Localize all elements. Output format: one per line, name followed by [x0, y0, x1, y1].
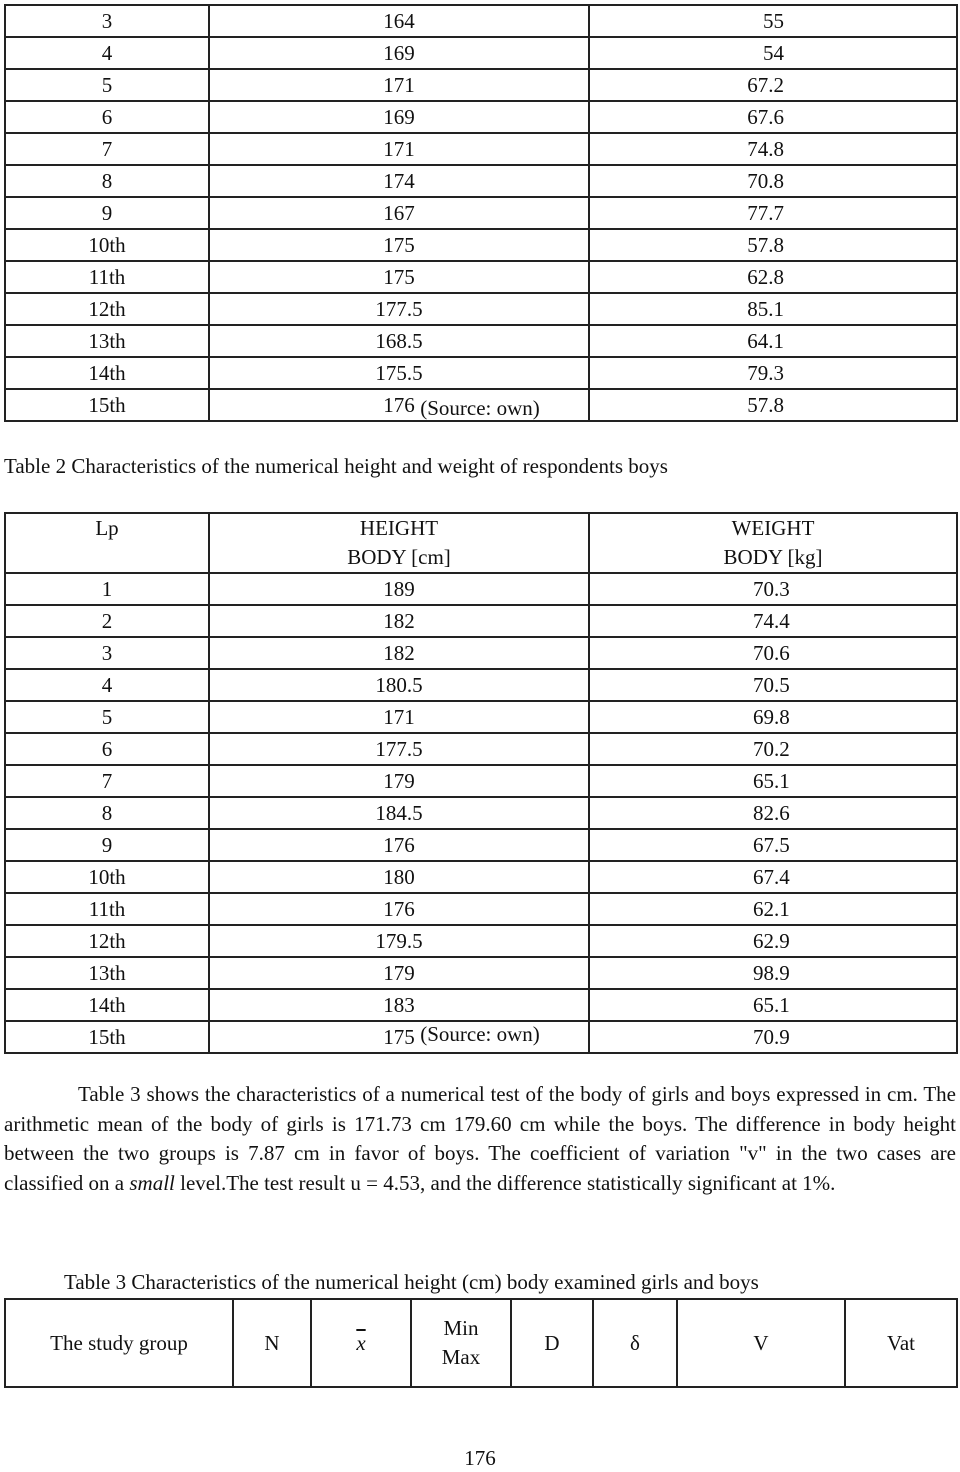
header-height — [209, 513, 589, 573]
table-row — [5, 133, 957, 165]
cell-weight: 62.9 — [589, 925, 957, 957]
cell-lp: 11th — [5, 261, 209, 293]
header-min: Min — [443, 1316, 479, 1340]
paragraph-text-1: Table 3 shows the characteristics of a numerical test of the body of girls and boys expressed in cm. The arithmetic mean of the body of girls is 171.73 cm 179.60 cm while the boys. The difference in body height between the two groups is 7.87 cm in favor of boys. The coefficient of variation "v" in the two cases are classified on a — [4, 1082, 956, 1195]
cell-height: 175 — [209, 229, 589, 261]
table-1-continued — [4, 4, 958, 422]
cell-lp: 8 — [5, 797, 209, 829]
cell-weight: 74.4 — [589, 605, 957, 637]
cell-height: 184.5 — [209, 797, 589, 829]
table-row — [5, 357, 957, 389]
cell-height: 189 — [209, 573, 589, 605]
table-row — [5, 765, 957, 797]
cell-height: 180 — [209, 861, 589, 893]
header-delta: δ — [593, 1299, 677, 1387]
cell-height: 182 — [209, 605, 589, 637]
cell-weight: 57.8 — [589, 389, 957, 421]
cell-weight: 62.1 — [589, 893, 957, 925]
cell-lp: 12th — [5, 293, 209, 325]
table-row — [5, 829, 957, 861]
cell-lp: 10th — [5, 861, 209, 893]
cell-weight: 65.1 — [589, 989, 957, 1021]
cell-lp: 1 — [5, 573, 209, 605]
cell-height: 175 — [209, 1021, 589, 1053]
table-row — [5, 165, 957, 197]
table-3-caption: Table 3 Characteristics of the numerical height (cm) body examined girls and boys — [64, 1270, 759, 1294]
table-2-header-row — [5, 513, 957, 573]
cell-height: 169 — [209, 101, 589, 133]
cell-height: 180.5 — [209, 669, 589, 701]
paragraph-italic: small — [129, 1170, 175, 1195]
cell-lp: 14th — [5, 357, 209, 389]
table-row — [5, 605, 957, 637]
header-d: D — [511, 1299, 593, 1387]
cell-weight: 64.1 — [589, 325, 957, 357]
table-row — [5, 957, 957, 989]
header-height-line2: BODY [cm] — [347, 545, 451, 569]
table-row — [5, 229, 957, 261]
header-max: Max — [441, 1345, 481, 1369]
cell-lp: 13th — [5, 957, 209, 989]
cell-weight: 67.6 — [589, 101, 957, 133]
table-row — [5, 69, 957, 101]
cell-weight: 82.6 — [589, 797, 957, 829]
cell-height: 179 — [209, 765, 589, 797]
cell-weight: 77.7 — [589, 197, 957, 229]
header-weight-line2: BODY [kg] — [723, 545, 823, 569]
table-row — [5, 733, 957, 765]
cell-height: 177.5 — [209, 293, 589, 325]
cell-height: 176 — [209, 829, 589, 861]
header-min-max — [411, 1299, 511, 1387]
table-row — [5, 261, 957, 293]
table-row — [5, 101, 957, 133]
cell-weight: 70.2 — [589, 733, 957, 765]
cell-weight: 70.8 — [589, 165, 957, 197]
page-number: 176 — [464, 1446, 496, 1470]
cell-lp: 11th — [5, 893, 209, 925]
header-study-group: The study group — [5, 1299, 233, 1387]
cell-height: 176 — [209, 893, 589, 925]
table-row — [5, 37, 957, 69]
cell-height: 174 — [209, 165, 589, 197]
header-lp: Lp — [5, 513, 209, 573]
cell-lp: 10th — [5, 229, 209, 261]
cell-height: 176 — [209, 389, 589, 421]
cell-lp: 6 — [5, 733, 209, 765]
header-n: N — [233, 1299, 311, 1387]
cell-height: 169 — [209, 37, 589, 69]
cell-lp: 7 — [5, 133, 209, 165]
cell-lp: 9 — [5, 197, 209, 229]
cell-height: 179.5 — [209, 925, 589, 957]
cell-lp: 12th — [5, 925, 209, 957]
cell-weight: 57.8 — [589, 229, 957, 261]
table-row — [5, 989, 957, 1021]
cell-height: 167 — [209, 197, 589, 229]
cell-height: 183 — [209, 989, 589, 1021]
table-row — [5, 573, 957, 605]
cell-lp: 5 — [5, 701, 209, 733]
cell-height: 171 — [209, 701, 589, 733]
body-paragraph — [4, 1080, 956, 1198]
cell-height: 171 — [209, 133, 589, 165]
cell-weight: 98.9 — [589, 957, 957, 989]
table-2-source: (Source: own) — [420, 1022, 540, 1046]
cell-lp: 2 — [5, 605, 209, 637]
cell-lp: 6 — [5, 101, 209, 133]
cell-lp: 7 — [5, 765, 209, 797]
cell-lp: 15th — [5, 1021, 209, 1053]
cell-lp: 3 — [5, 637, 209, 669]
cell-lp: 4 — [5, 37, 209, 69]
cell-weight: 70.5 — [589, 669, 957, 701]
table-row — [5, 797, 957, 829]
header-weight-line1: WEIGHT — [731, 516, 815, 540]
table-row — [5, 197, 957, 229]
cell-weight: 79.3 — [589, 357, 957, 389]
table-row — [5, 893, 957, 925]
table-3-header-row — [5, 1299, 957, 1387]
table-2 — [4, 512, 958, 1054]
cell-lp: 3 — [5, 5, 209, 37]
cell-lp: 4 — [5, 669, 209, 701]
header-height-line1: HEIGHT — [359, 516, 439, 540]
table-row — [5, 325, 957, 357]
cell-height: 175 — [209, 261, 589, 293]
cell-height: 168.5 — [209, 325, 589, 357]
paragraph-text-2: level.The test result u = 4.53, and the difference statistically significant at 1%. — [174, 1170, 836, 1195]
header-vat: Vat — [845, 1299, 957, 1387]
table-3 — [4, 1298, 958, 1388]
table-row — [5, 701, 957, 733]
cell-weight: 62.8 — [589, 261, 957, 293]
cell-height: 177.5 — [209, 733, 589, 765]
cell-height: 179 — [209, 957, 589, 989]
cell-lp: 5 — [5, 69, 209, 101]
table-row — [5, 669, 957, 701]
table-row — [5, 637, 957, 669]
cell-weight: 70.6 — [589, 637, 957, 669]
cell-weight: 74.8 — [589, 133, 957, 165]
cell-lp: 13th — [5, 325, 209, 357]
cell-lp: 15th — [5, 389, 209, 421]
header-v: V — [677, 1299, 845, 1387]
cell-weight: 69.8 — [589, 701, 957, 733]
cell-lp: 8 — [5, 165, 209, 197]
table-2-caption: Table 2 Characteristics of the numerical height and weight of respondents boys — [4, 454, 668, 478]
cell-weight: 67.4 — [589, 861, 957, 893]
table-row — [5, 293, 957, 325]
table-row — [5, 861, 957, 893]
header-weight — [589, 513, 957, 573]
cell-weight: 65.1 — [589, 765, 957, 797]
cell-weight: 85.1 — [589, 293, 957, 325]
cell-weight: 55 — [589, 5, 957, 37]
table-row — [5, 5, 957, 37]
table-row — [5, 925, 957, 957]
mean-symbol: $\overline{x}$ — [356, 1331, 366, 1355]
cell-height: 175.5 — [209, 357, 589, 389]
cell-weight: 70.9 — [589, 1021, 957, 1053]
cell-height: 171 — [209, 69, 589, 101]
cell-lp: 14th — [5, 989, 209, 1021]
cell-height: 164 — [209, 5, 589, 37]
table-1-source: (Source: own) — [420, 396, 540, 420]
cell-weight: 67.2 — [589, 69, 957, 101]
cell-height: 182 — [209, 637, 589, 669]
cell-weight: 67.5 — [589, 829, 957, 861]
cell-lp: 9 — [5, 829, 209, 861]
header-mean — [311, 1299, 411, 1387]
cell-weight: 70.3 — [589, 573, 957, 605]
cell-weight: 54 — [589, 37, 957, 69]
